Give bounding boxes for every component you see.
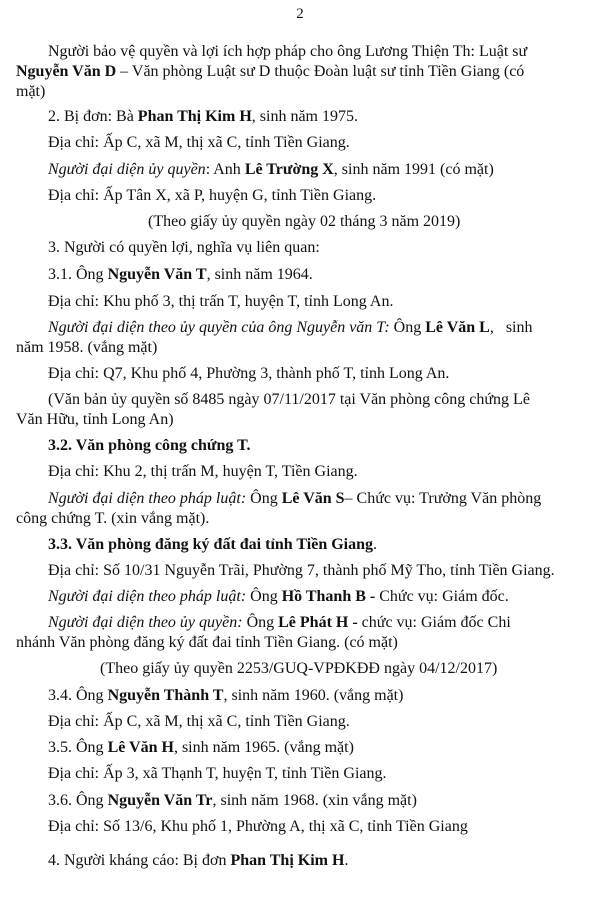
party-3-1-doc-line-2: Văn Hữu, tỉnh Long An) [16,411,174,428]
party-3-6-prefix: 3.6. Ông [48,792,108,809]
appellant-prefix: 4. Người kháng cáo: Bị đơn [48,852,231,869]
party-3-6-suffix: , sinh năm 1968. (xin vắng mặt) [212,792,417,809]
defendant-rep-name: Lê Trường X [244,161,334,178]
party-3-4-address: Địa chỉ: Ấp C, xã M, thị xã C, tỉnh Tiền Giang. [48,713,350,730]
party-3-6-line [48,791,417,811]
party-3-3-legal-label: Người đại diện theo pháp luật: [48,588,247,605]
party-3-1-rep-mid: Ông [389,319,426,336]
party-3-2-rep-label: Người đại diện theo pháp luật: [48,490,247,507]
party-3-1-rep-name: Lê Văn L [425,319,490,336]
party-3-3-auth-label: Người đại diện theo ủy quyền: [48,614,243,631]
appellant-line [48,851,348,871]
party-3-6-address: Địa chỉ: Số 13/6, Khu phố 1, Phường A, thị xã C, tỉnh Tiền Giang [48,818,468,835]
defendant-suffix: , sinh năm 1975. [251,108,358,125]
defender-line-2 [16,62,524,82]
party-3-4-prefix: 3.4. Ông [48,687,108,704]
party-3-1-prefix: 3.1. Ông [48,266,108,283]
defendant-name: Phan Thị Kim H [137,108,252,125]
party-3-3-auth-suffix: chức vụ: Giám đốc Chi [357,614,511,631]
party-3-1-name: Nguyễn Văn T [107,266,207,283]
party-3-4-line [48,686,403,706]
party-3-3-auth-mid: Ông [242,614,279,631]
party-3-2-rep-line-2: công chứng T. (xin vắng mặt). [16,510,210,527]
party-3-1-rep-label: Người đại diện theo ủy quyền của ông Nguyễn văn T: [48,319,390,336]
defendant-prefix: 2. Bị đơn: Bà [48,108,138,125]
party-3-4-name: Nguyễn Thành T [107,687,224,704]
defendant-rep-line [48,160,494,180]
defendant-rep-address: Địa chỉ: Ấp Tân X, xã P, huyện G, tỉnh Tiền Giang. [48,187,377,204]
party-3-3-heading [48,535,377,555]
party-3-1-rep-suffix: , sinh [489,319,533,336]
party-3-2-rep-line [48,489,541,509]
party-3-6-name: Nguyễn Văn Tr [107,792,213,809]
party-3-5-name: Lê Văn H [107,739,174,756]
party-3-3-auth-rep-line [48,613,511,633]
party-3-4-suffix: , sinh năm 1960. (vắng mặt) [223,687,404,704]
party-3-3-legal-name: Hồ Thanh B - [281,588,376,605]
party-3-5-prefix: 3.5. Ông [48,739,108,756]
party-3-2-heading-text: 3.2. Văn phòng công chứng T. [48,437,251,454]
defendant-rep-mid: : Anh [205,161,245,178]
party-3-3-auth-name: Lê Phát H - [278,614,358,631]
party-3-1-rep-line-2: năm 1958. (vắng mặt) [16,339,158,356]
page-number: 2 [296,6,304,22]
party-3-3-legal-suffix: Chức vụ: Giám đốc. [375,588,509,605]
party-3-2-rep-name: Lê Văn S [281,490,345,507]
defendant-rep-note: (Theo giấy ủy quyền ngày 02 tháng 3 năm 2019) [148,213,461,230]
defendant-line [48,107,358,127]
party-3-3-address: Địa chỉ: Số 10/31 Nguyễn Trãi, Phường 7, thành phố Mỹ Tho, tỉnh Tiền Giang. [48,562,555,579]
appellant-suffix: . [344,852,349,869]
defender-line-2-text: – Văn phòng Luật sư D thuộc Đoàn luật sư tỉnh Tiền Giang (có [116,63,525,80]
party-3-3-legal-mid: Ông [246,588,282,605]
defender-line-3: mặt) [16,83,46,100]
defendant-address: Địa chỉ: Ấp C, xã M, thị xã C, tỉnh Tiền Giang. [48,134,350,151]
party-3-1-suffix: , sinh năm 1964. [206,266,313,283]
party-3-3-heading-text: 3.3. Văn phòng đăng ký đất đai tỉnh Tiền Giang [48,536,374,553]
related-parties-heading: 3. Người có quyền lợi, nghĩa vụ liên quan: [48,239,320,256]
defendant-rep-label: Người đại diện ủy quyền [48,161,206,178]
party-3-3-heading-end: . [373,536,378,553]
party-3-5-line [48,738,354,758]
party-3-3-auth-note: (Theo giấy ủy quyền 2253/GUQ-VPĐKĐĐ ngày 04/12/2017) [100,660,498,677]
party-3-1-doc-line-1: (Văn bản ủy quyền số 8485 ngày 07/11/2017 tại Văn phòng công chứng Lê [48,391,530,408]
party-3-1-rep-line [48,318,533,338]
defendant-rep-suffix: , sinh năm 1991 (có mặt) [333,161,494,178]
party-3-5-suffix: , sinh năm 1965. (vắng mặt) [173,739,354,756]
party-3-2-rep-suffix: – Chức vụ: Trưởng Văn phòng [344,490,542,507]
defender-lawyer-name: Nguyễn Văn D [16,63,117,80]
party-3-2-address: Địa chỉ: Khu 2, thị trấn M, huyện T, Tiền Giang. [48,463,358,480]
party-3-3-auth-rep-line-2: nhánh Văn phòng đăng ký đất đai tỉnh Tiền Giang. (có mặt) [16,634,398,651]
party-3-2-heading [48,436,251,456]
party-3-3-legal-rep-line [48,587,509,607]
defender-line-1: Người bảo vệ quyền và lợi ích hợp pháp cho ông Lương Thiện Th: Luật sư [48,43,528,60]
party-3-1-line [48,265,313,285]
party-3-1-address: Địa chỉ: Khu phố 3, thị trấn T, huyện T, tỉnh Long An. [48,293,394,310]
party-3-2-rep-mid: Ông [246,490,282,507]
party-3-5-address: Địa chỉ: Ấp 3, xã Thạnh T, huyện T, tỉnh Tiền Giang. [48,765,387,782]
party-3-1-rep-address: Địa chỉ: Q7, Khu phố 4, Phường 3, thành phố T, tỉnh Long An. [48,365,450,382]
appellant-name: Phan Thị Kim H [230,852,345,869]
